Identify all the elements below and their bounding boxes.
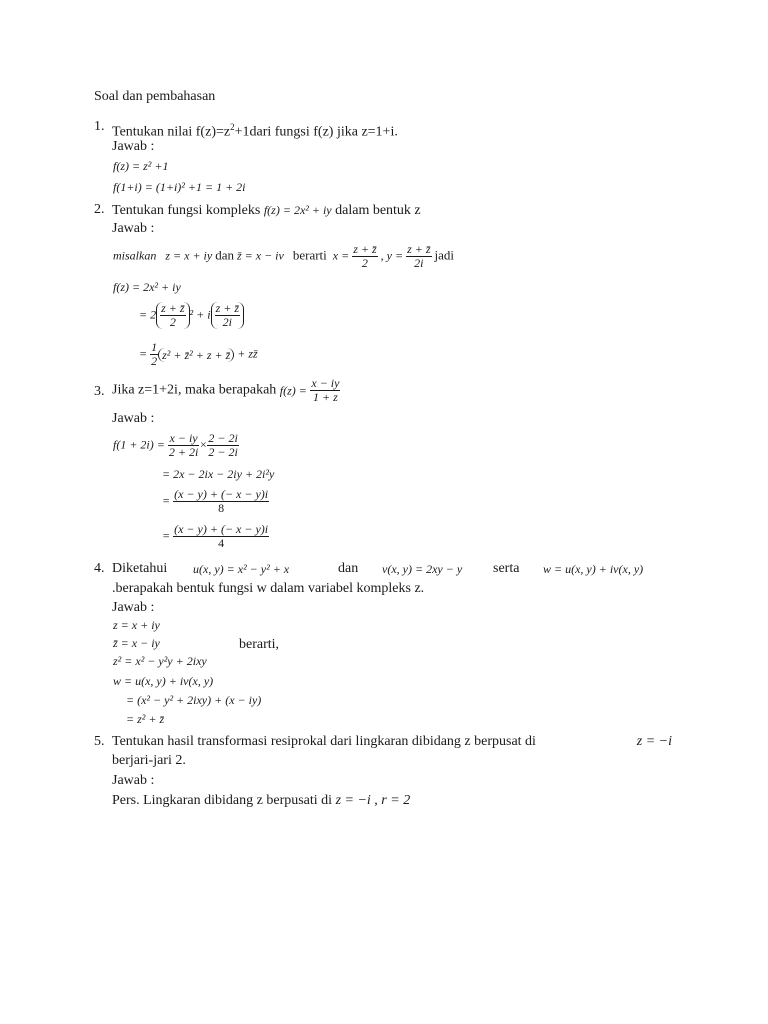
q3-step-3 xyxy=(162,488,269,515)
q1-text-b: +1dari fungsi f(z) jika z=1+i. xyxy=(234,124,398,140)
q5-question-line-1 xyxy=(112,734,672,750)
q1-text-a: Tentukan nilai f(z)=z xyxy=(112,124,231,140)
q3-s1-n2: 2 − 2i xyxy=(208,431,238,445)
q4-line-5: = (x² − y² + 2ixy) + (x − iy) xyxy=(126,693,262,707)
q2-x-den: 2 xyxy=(361,256,368,270)
q3-s3-num: (x − y) + (− x − y)i xyxy=(174,487,269,501)
q3-s4-frac xyxy=(173,523,269,550)
q2-misalkan: misalkan xyxy=(113,248,157,263)
q3-s1-frac-1 xyxy=(168,432,199,459)
q4-u-def: u(x, y) = x² − y² + x xyxy=(193,562,290,576)
q2-y-fraction xyxy=(406,243,431,270)
q2-s2-den2: 2i xyxy=(222,315,232,329)
q5-jawab: Jawab : xyxy=(112,773,155,788)
q4-line-1: z = x + iy xyxy=(113,618,160,632)
q2-s2-a: = 2 xyxy=(139,307,157,322)
q2-s3-c: + zz̄ xyxy=(237,346,258,361)
q2-s3-a: = xyxy=(139,346,148,361)
q3-s3-den: 8 xyxy=(218,501,225,515)
q1-jawab: Jawab : xyxy=(112,139,155,154)
q2-question xyxy=(112,202,421,219)
q3-question xyxy=(112,377,340,404)
q4-dan: dan xyxy=(338,561,359,576)
q2-s2-frac-2 xyxy=(215,302,240,329)
q3-s1-d2: 2 − 2i xyxy=(208,445,238,459)
q3-s1-d1: 2 + 2i xyxy=(168,445,199,459)
q2-s2-b: ² + i xyxy=(189,307,211,322)
q2-x-fraction xyxy=(352,243,377,270)
q5-pers-text: Pers. Lingkaran dibidang z berpusati di xyxy=(112,793,333,808)
q4-text-b: .berapakah bentuk fungsi w dalam variabel kompleks z. xyxy=(112,581,425,596)
q2-x-lhs: x = xyxy=(332,248,350,263)
q2-y-num: z + z̄ xyxy=(407,242,431,256)
q5-number: 5. xyxy=(94,734,105,749)
q4-v-def: v(x, y) = 2xy − y xyxy=(382,562,463,576)
q4-serta: serta xyxy=(493,561,520,576)
q5-text-b: berjari-jari 2. xyxy=(112,753,186,768)
q5-pers-r: r = 2 xyxy=(381,793,411,808)
q5-eq: z = −i xyxy=(636,734,672,749)
q2-s2-num2: z + z̄ xyxy=(215,301,240,315)
q2-substitution-line xyxy=(113,243,454,270)
q3-fraction xyxy=(310,377,340,404)
q4-berarti: berarti, xyxy=(239,637,280,652)
q3-step-4 xyxy=(162,523,269,550)
q2-comma: , xyxy=(380,248,384,263)
q4-number: 4. xyxy=(94,561,105,576)
q3-step-1 xyxy=(113,432,239,459)
q4-jawab: Jawab : xyxy=(112,600,155,615)
q2-s2-frac-1 xyxy=(160,302,185,329)
q4-line-3: z² = x² − y²y + 2ixy xyxy=(113,654,207,668)
q3-lhs: f(z) = xyxy=(279,383,307,398)
q2-jadi: jadi xyxy=(434,247,455,263)
q3-step-2: = 2x − 2ix − 2iy + 2i²y xyxy=(162,467,275,481)
q3-s4-num: (x − y) + (− x − y)i xyxy=(174,522,269,536)
q3-s4-den: 4 xyxy=(218,536,225,550)
q2-jawab: Jawab : xyxy=(112,221,155,236)
q2-text-a: Tentukan fungsi kompleks xyxy=(112,203,261,218)
q2-s2-paren-1 xyxy=(156,302,189,329)
q5-justified-row xyxy=(112,734,672,750)
q2-zbar-def: z̄ = x − iv xyxy=(236,248,284,263)
q2-step-3 xyxy=(139,341,258,368)
q2-s2-den1: 2 xyxy=(169,315,176,329)
q3-s3-eq: = xyxy=(162,493,171,508)
q2-z-def: z = x + iy xyxy=(165,248,213,263)
q2-s3-den: 2 xyxy=(151,354,158,368)
q2-step-1: f(z) = 2x² + iy xyxy=(113,280,181,294)
q2-eq: f(z) = 2x² + iy xyxy=(263,203,332,217)
q1-eq-2: f(1+i) = (1+i)² +1 = 1 + 2i xyxy=(113,180,246,194)
q2-y-lhs: y = xyxy=(386,248,404,263)
q3-s3-frac xyxy=(173,488,269,515)
q4-line-4: w = u(x, y) + iv(x, y) xyxy=(113,674,214,688)
q2-s3-paren: z² + z̄² + z + z̄ xyxy=(158,348,234,362)
q2-dan: dan xyxy=(215,247,234,263)
q2-x-num: z + z̄ xyxy=(353,242,377,256)
q5-pers-comma: , xyxy=(374,793,378,808)
q5-pers-z: z = −i xyxy=(335,793,371,808)
q2-s3-num: 1 xyxy=(151,340,158,354)
q3-den: 1 + z xyxy=(313,390,338,404)
q3-jawab: Jawab : xyxy=(112,411,155,426)
q2-y-den: 2i xyxy=(414,256,424,270)
q4-line-2: z̄ = x − iy xyxy=(113,636,160,650)
q2-text-b: dalam bentuk z xyxy=(335,203,421,218)
q3-text-a: Jika z=1+2i, maka berapakah xyxy=(112,382,277,398)
q2-step-2 xyxy=(139,302,244,329)
page-title: Soal dan pembahasan xyxy=(94,89,216,104)
q5-text-a: Tentukan hasil transformasi resiprokal dari lingkaran dibidang z berpusat di xyxy=(112,734,536,749)
q2-s2-num1: z + z̄ xyxy=(161,301,185,315)
q2-s3-frac xyxy=(150,341,158,368)
q3-num: x − iy xyxy=(311,376,340,390)
q1-sup: 2 xyxy=(230,122,235,132)
q3-s1-n1: x − iy xyxy=(169,431,198,445)
q2-s2-paren-2 xyxy=(211,302,244,329)
q4-line-6: = z² + z̄ xyxy=(126,712,165,726)
q4-w-def: w = u(x, y) + iv(x, y) xyxy=(543,562,644,576)
q3-s1-frac-2 xyxy=(207,432,238,459)
q2-berarti: berarti xyxy=(292,247,327,263)
q3-s1-lhs: f(1 + 2i) = xyxy=(113,437,165,452)
q4-text-a: Diketahui xyxy=(112,561,168,576)
q1-question xyxy=(112,119,398,141)
q1-eq-1: f(z) = z² +1 xyxy=(113,159,169,173)
q3-s1-times: × xyxy=(199,437,208,452)
q3-s4-eq: = xyxy=(162,528,171,543)
q1-number: 1. xyxy=(94,119,105,134)
q3-number: 3. xyxy=(94,384,105,399)
q2-number: 2. xyxy=(94,202,105,217)
q5-pers-line xyxy=(112,793,410,809)
